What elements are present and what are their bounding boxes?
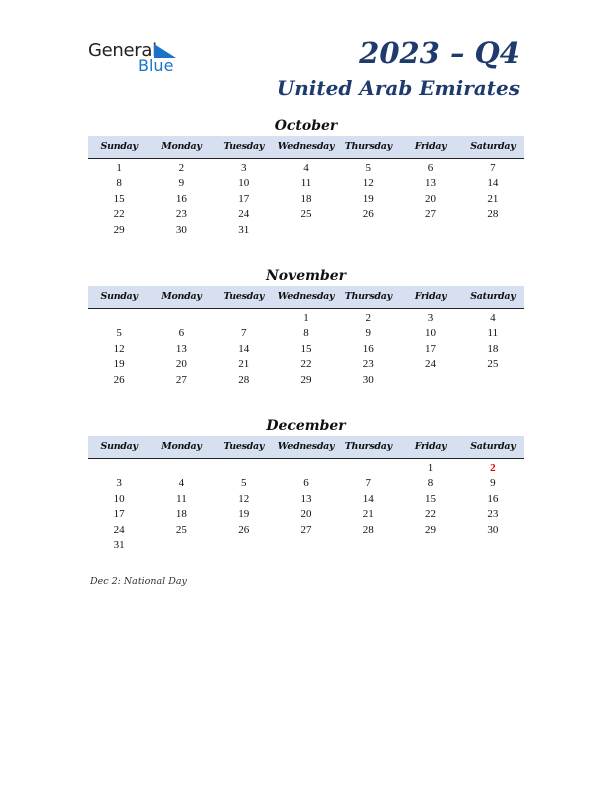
weekday-header-row	[88, 136, 524, 159]
week-row	[88, 523, 524, 538]
day-cell: 28	[238, 373, 250, 386]
day-cell: 15	[300, 342, 312, 355]
week-row	[88, 357, 524, 372]
day-cell: 8	[303, 327, 309, 340]
day-cell	[399, 223, 461, 238]
week-row	[88, 461, 524, 476]
weekday-label: Sunday	[100, 291, 138, 302]
day-cell: 11	[300, 177, 312, 190]
day-cell: 12	[362, 177, 374, 190]
day-cell: 26	[238, 523, 250, 536]
day-cell: 27	[300, 523, 312, 536]
weeks-grid	[88, 159, 524, 238]
day-cell: 27	[425, 208, 437, 221]
day-cell: 18	[487, 342, 499, 355]
weekday-label: Wednesday	[277, 291, 335, 302]
week-row	[88, 192, 524, 207]
day-cell: 9	[178, 177, 185, 190]
day-cell-holiday: 2	[490, 462, 496, 474]
weekday-label: Tuesday	[223, 141, 265, 152]
day-cell: 20	[300, 508, 312, 521]
day-cell: 3	[240, 162, 247, 174]
day-cell: 26	[113, 373, 125, 386]
day-cell	[337, 461, 399, 476]
day-cell: 6	[303, 477, 309, 490]
day-cell	[275, 461, 337, 476]
holiday-note: Dec 2: National Day	[90, 576, 187, 587]
week-row	[88, 311, 524, 326]
day-cell	[462, 538, 524, 553]
week-row	[88, 342, 524, 357]
day-cell	[150, 538, 212, 553]
weekday-label: Monday	[161, 291, 202, 302]
day-cell: 29	[113, 223, 125, 236]
weekday-label: Tuesday	[223, 291, 265, 302]
day-cell: 5	[116, 327, 122, 340]
day-cell: 12	[238, 492, 250, 505]
day-cell: 25	[175, 523, 187, 536]
day-cell: 4	[490, 312, 496, 324]
day-cell: 22	[300, 358, 312, 371]
weekday-header-row	[88, 286, 524, 309]
weekday-label: Friday	[414, 141, 447, 152]
day-cell: 19	[238, 508, 250, 521]
day-cell: 2	[365, 312, 372, 324]
week-row	[88, 492, 524, 507]
day-cell	[213, 538, 275, 553]
month-name: December	[266, 418, 346, 434]
week-row	[88, 507, 524, 522]
day-cell: 4	[178, 477, 185, 490]
day-cell	[275, 223, 337, 238]
day-cell: 22	[113, 208, 125, 221]
day-cell: 7	[365, 477, 372, 490]
day-cell: 5	[240, 477, 247, 490]
day-cell: 21	[362, 508, 374, 521]
day-cell: 13	[425, 177, 437, 190]
weekday-label: Thursday	[344, 141, 392, 152]
day-cell	[213, 311, 275, 326]
logo-word-blue: Blue	[138, 56, 174, 75]
page-subtitle: United Arab Emirates	[276, 76, 520, 100]
day-cell: 17	[238, 192, 250, 205]
day-cell: 10	[238, 177, 250, 190]
day-cell	[275, 538, 337, 553]
day-cell: 19	[113, 358, 125, 371]
day-cell	[88, 311, 150, 326]
weekday-label: Friday	[414, 441, 447, 452]
weekday-header-row	[88, 436, 524, 459]
day-cell: 16	[487, 492, 499, 505]
day-cell	[150, 461, 212, 476]
day-cell: 26	[362, 208, 374, 221]
page-title: 2023 – Q4	[359, 36, 520, 70]
weekday-label: Friday	[414, 291, 447, 302]
logo-word-general: General	[88, 40, 157, 61]
day-cell: 1	[116, 162, 122, 174]
day-cell	[337, 223, 399, 238]
weekday-label: Tuesday	[223, 441, 265, 452]
day-cell: 21	[487, 192, 499, 205]
day-cell: 1	[427, 462, 434, 474]
day-cell: 24	[238, 208, 250, 221]
month-calendar-november	[88, 266, 524, 388]
day-cell: 6	[178, 327, 185, 340]
day-cell	[150, 311, 212, 326]
day-cell: 25	[300, 208, 312, 221]
day-cell: 9	[365, 327, 372, 340]
day-cell	[462, 223, 524, 238]
day-cell: 7	[240, 327, 247, 340]
day-cell: 31	[113, 538, 125, 551]
week-row	[88, 326, 524, 341]
day-cell	[213, 461, 275, 476]
day-cell: 11	[487, 327, 499, 340]
day-cell: 7	[490, 162, 496, 174]
day-cell: 20	[425, 192, 437, 205]
week-row	[88, 207, 524, 222]
day-cell: 29	[425, 523, 437, 536]
day-cell: 20	[175, 358, 187, 371]
day-cell: 15	[113, 192, 125, 205]
day-cell: 10	[113, 492, 125, 505]
month-name: October	[274, 118, 338, 134]
week-row	[88, 538, 524, 553]
day-cell: 13	[175, 342, 187, 355]
weekday-label: Saturday	[470, 441, 516, 452]
day-cell: 12	[113, 342, 125, 355]
day-cell: 16	[362, 342, 374, 355]
day-cell: 13	[300, 492, 312, 505]
week-row	[88, 223, 524, 238]
day-cell	[337, 538, 399, 553]
weekday-label: Sunday	[100, 441, 138, 452]
day-cell	[462, 373, 524, 388]
day-cell: 24	[425, 358, 437, 371]
generalblue-logo	[88, 40, 188, 76]
day-cell: 5	[365, 162, 372, 174]
week-row	[88, 161, 524, 176]
day-cell: 17	[113, 508, 125, 521]
day-cell: 2	[178, 162, 185, 174]
day-cell: 31	[238, 223, 250, 236]
weekday-label: Monday	[161, 141, 202, 152]
day-cell: 8	[427, 477, 434, 490]
week-row	[88, 373, 524, 388]
day-cell: 8	[116, 177, 122, 190]
weekday-label: Saturday	[470, 141, 516, 152]
day-cell: 23	[362, 358, 374, 371]
day-cell	[399, 538, 461, 553]
day-cell: 22	[425, 508, 437, 521]
day-cell: 27	[175, 373, 187, 386]
day-cell: 14	[238, 342, 250, 355]
weeks-grid	[88, 309, 524, 388]
day-cell: 23	[175, 208, 187, 221]
day-cell: 9	[490, 477, 496, 490]
day-cell: 18	[175, 508, 187, 521]
weekday-label: Wednesday	[277, 141, 335, 152]
day-cell: 30	[362, 373, 374, 386]
day-cell: 4	[303, 162, 309, 174]
day-cell: 3	[427, 312, 434, 324]
day-cell: 24	[113, 523, 125, 536]
weekday-label: Sunday	[100, 141, 138, 152]
day-cell: 18	[300, 192, 312, 205]
month-calendar-october	[88, 116, 524, 238]
weekday-label: Thursday	[344, 441, 392, 452]
day-cell: 30	[487, 523, 499, 536]
week-row	[88, 476, 524, 491]
day-cell: 16	[175, 192, 187, 205]
day-cell: 29	[300, 373, 312, 386]
month-calendar-december	[88, 416, 524, 553]
day-cell: 15	[425, 492, 437, 505]
day-cell: 25	[487, 358, 499, 371]
day-cell	[399, 373, 461, 388]
day-cell: 21	[238, 358, 250, 371]
weekday-label: Monday	[161, 441, 202, 452]
day-cell: 23	[487, 508, 499, 521]
day-cell: 6	[427, 162, 434, 174]
day-cell	[88, 461, 150, 476]
weekday-label: Thursday	[344, 291, 392, 302]
weekday-label: Wednesday	[277, 441, 335, 452]
weekday-label: Saturday	[470, 291, 516, 302]
day-cell: 1	[303, 312, 309, 324]
week-row	[88, 176, 524, 191]
month-name: November	[265, 268, 347, 284]
day-cell: 19	[362, 192, 374, 205]
day-cell: 28	[362, 523, 374, 536]
day-cell: 14	[362, 492, 374, 505]
day-cell: 3	[116, 477, 122, 490]
day-cell: 10	[425, 327, 437, 340]
day-cell: 28	[487, 208, 499, 221]
weeks-grid	[88, 459, 524, 553]
day-cell: 30	[175, 223, 187, 236]
day-cell: 17	[425, 342, 437, 355]
day-cell: 14	[487, 177, 499, 190]
day-cell: 11	[176, 492, 187, 505]
